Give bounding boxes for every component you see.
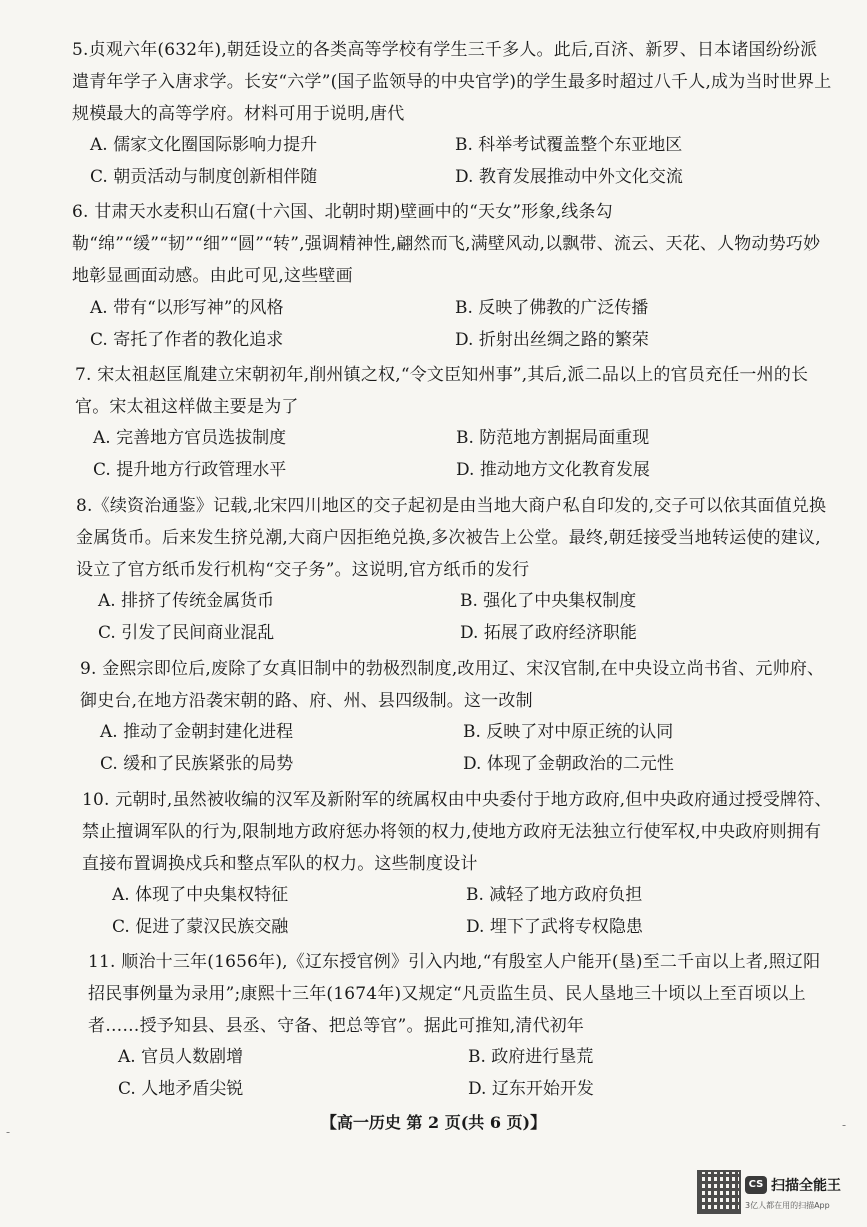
- option-d: D. 推动地方文化教育发展: [456, 460, 650, 480]
- option-b: B. 反映了佛教的广泛传播: [455, 298, 649, 318]
- scan-edge-mark: -: [6, 1125, 11, 1139]
- option-b: B. 科举考试覆盖整个东亚地区: [455, 135, 683, 155]
- option-d: D. 拓展了政府经济职能: [460, 623, 637, 643]
- question-stem: 6. 甘肃天水麦积山石窟(十六国、北朝时期)壁画中的“天女”形象,线条勾勒“绵”“缓”“韧”“细”“圆”“转”,强调精神性,翩然而飞,满壁风动,以飘带、流云、天花、人物动势巧妙地彰显画面动感。由此可见,这些壁画: [72, 202, 821, 286]
- qr-code-icon: [697, 1170, 741, 1214]
- option-a: A. 官员人数剧增: [118, 1047, 244, 1067]
- scan-edge-mark: -: [842, 1118, 847, 1132]
- camscanner-logo-icon: CS: [745, 1176, 767, 1194]
- option-b: B. 政府进行垦荒: [468, 1047, 594, 1067]
- question-stem: 5.贞观六年(632年),朝廷设立的各类高等学校有学生三千多人。此后,百济、新罗、日本诸国纷纷派遣青年学子入唐求学。长安“六学”(国子监领导的中央官学)的学生最多时超过八千人,成为当时世界上规模最大的高等学府。材料可用于说明,唐代: [72, 40, 832, 124]
- question-stem: 11. 顺治十三年(1656年),《辽东授官例》引入内地,“有殷室人户能开(垦)至二千亩以上者,照辽阳招民事例量为录用”;康熙十三年(1674年)又规定“凡贡监生员、民人垦地三十顷以上至百顷以上者……授予知县、县丞、守备、把总等官”。据此可推知,清代初年: [88, 952, 821, 1036]
- option-a: A. 带有“以形写神”的风格: [90, 298, 284, 318]
- scanner-tagline: 3亿人都在用的扫描App: [745, 1201, 830, 1210]
- option-d: D. 埋下了武将专权隐患: [466, 917, 643, 937]
- option-a: A. 体现了中央集权特征: [112, 885, 289, 905]
- option-c: C. 促进了蒙汉民族交融: [112, 917, 289, 937]
- question-stem: 10. 元朝时,虽然被收编的汉军及新附军的统属权由中央委付于地方政府,但中央政府通过授受牌符、禁止擅调军队的行为,限制地方政府惩办将领的权力,使地方政府无法独立行使军权,中央政府则拥有直接布置调换戍兵和整点军队的权力。这些制度设计: [82, 790, 832, 874]
- option-c: C. 提升地方行政管理水平: [93, 460, 287, 480]
- option-d: D. 折射出丝绸之路的繁荣: [455, 330, 649, 350]
- option-b: B. 防范地方割据局面重现: [456, 428, 650, 448]
- option-c: C. 寄托了作者的教化追求: [90, 330, 284, 350]
- option-d: D. 辽东开始开发: [468, 1079, 594, 1099]
- option-a: A. 排挤了传统金属货币: [98, 591, 275, 611]
- option-c: C. 人地矛盾尖锐: [118, 1079, 244, 1099]
- option-d: D. 教育发展推动中外文化交流: [455, 167, 683, 187]
- option-b: B. 反映了对中原正统的认同: [463, 722, 674, 742]
- option-a: A. 完善地方官员选拔制度: [93, 428, 287, 448]
- question-stem: 8.《续资治通鉴》记载,北宋四川地区的交子起初是由当地大商户私自印发的,交子可以依其面值兑换金属货币。后来发生挤兑潮,大商户因拒绝兑换,多次被告上公堂。最终,朝廷接受当地转运使的建议,设立了官方纸币发行机构“交子务”。这说明,官方纸币的发行: [76, 496, 827, 580]
- option-a: A. 儒家文化圈国际影响力提升: [90, 135, 318, 155]
- option-d: D. 体现了金朝政治的二元性: [463, 754, 674, 774]
- question-stem: 9. 金熙宗即位后,废除了女真旧制中的勃极烈制度,改用辽、宋汉官制,在中央设立尚书省、元帅府、御史台,在地方沿袭宋朝的路、府、州、县四级制。这一改制: [80, 659, 825, 711]
- option-b: B. 减轻了地方政府负担: [466, 885, 643, 905]
- scanner-app-name: 扫描全能王: [771, 1178, 841, 1194]
- question-stem: 7. 宋太祖赵匡胤建立宋朝初年,削州镇之权,“令文臣知州事”,其后,派二品以上的官员充任一州的长官。宋太祖这样做主要是为了: [75, 365, 809, 417]
- option-c: C. 引发了民间商业混乱: [98, 623, 275, 643]
- option-a: A. 推动了金朝封建化进程: [100, 722, 294, 742]
- scanner-watermark: [697, 1170, 857, 1220]
- option-c: C. 缓和了民族紧张的局势: [100, 754, 294, 774]
- page-footer: 【高一历史 第 2 页(共 6 页)】: [320, 1113, 547, 1132]
- option-b: B. 强化了中央集权制度: [460, 591, 637, 611]
- option-c: C. 朝贡活动与制度创新相伴随: [90, 167, 318, 187]
